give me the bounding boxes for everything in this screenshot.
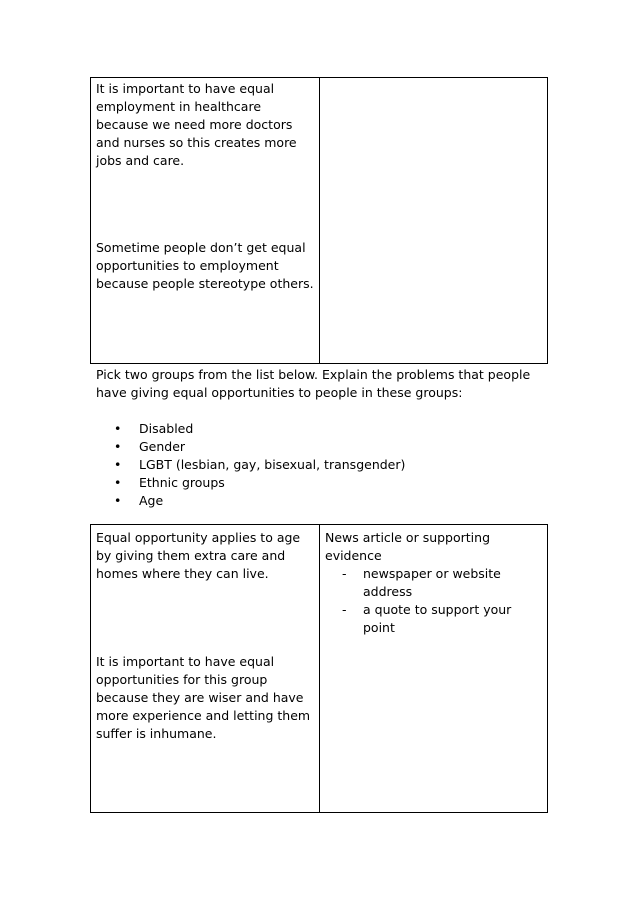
table-1-left-cell <box>91 78 320 363</box>
list-item: • Ethnic groups <box>113 474 405 492</box>
table-2-left-cell <box>91 525 320 812</box>
list-item: - a quote to support your point <box>325 601 543 637</box>
response-table-1 <box>90 77 548 364</box>
list-item: • Disabled <box>113 420 405 438</box>
group-list <box>113 420 405 510</box>
list-item: • Age <box>113 492 405 510</box>
list-item: • LGBT (lesbian, gay, bisexual, transgender) <box>113 456 405 474</box>
response-table-2 <box>90 524 548 813</box>
list-item: - newspaper or website address <box>325 565 543 601</box>
list-item: • Gender <box>113 438 405 456</box>
instruction-prompt <box>96 366 556 402</box>
table-2-left-bottom-text: It is important to have equal opportunities for this group because they are wiser and have more experience and letting them suffer is inhumane. <box>96 654 311 741</box>
table-2-left-top-text: Equal opportunity applies to age by giving them extra care and homes where they can live. <box>96 530 301 581</box>
table-1-left-bottom-text: Sometime people don’t get equal opportunities to employment because people stereotype others. <box>96 240 314 291</box>
evidence-heading: News article or supporting evidence <box>325 530 491 563</box>
table-2-right-cell <box>320 525 547 812</box>
table-1-right-cell <box>320 78 547 363</box>
table-1-left-top-text: It is important to have equal employment in healthcare because we need more doctors and nurses so this creates more jobs and care. <box>96 81 297 168</box>
instruction-text: Pick two groups from the list below. Explain the problems that people have giving equal opportunities to people in these groups: <box>96 367 531 400</box>
evidence-list <box>325 565 543 637</box>
